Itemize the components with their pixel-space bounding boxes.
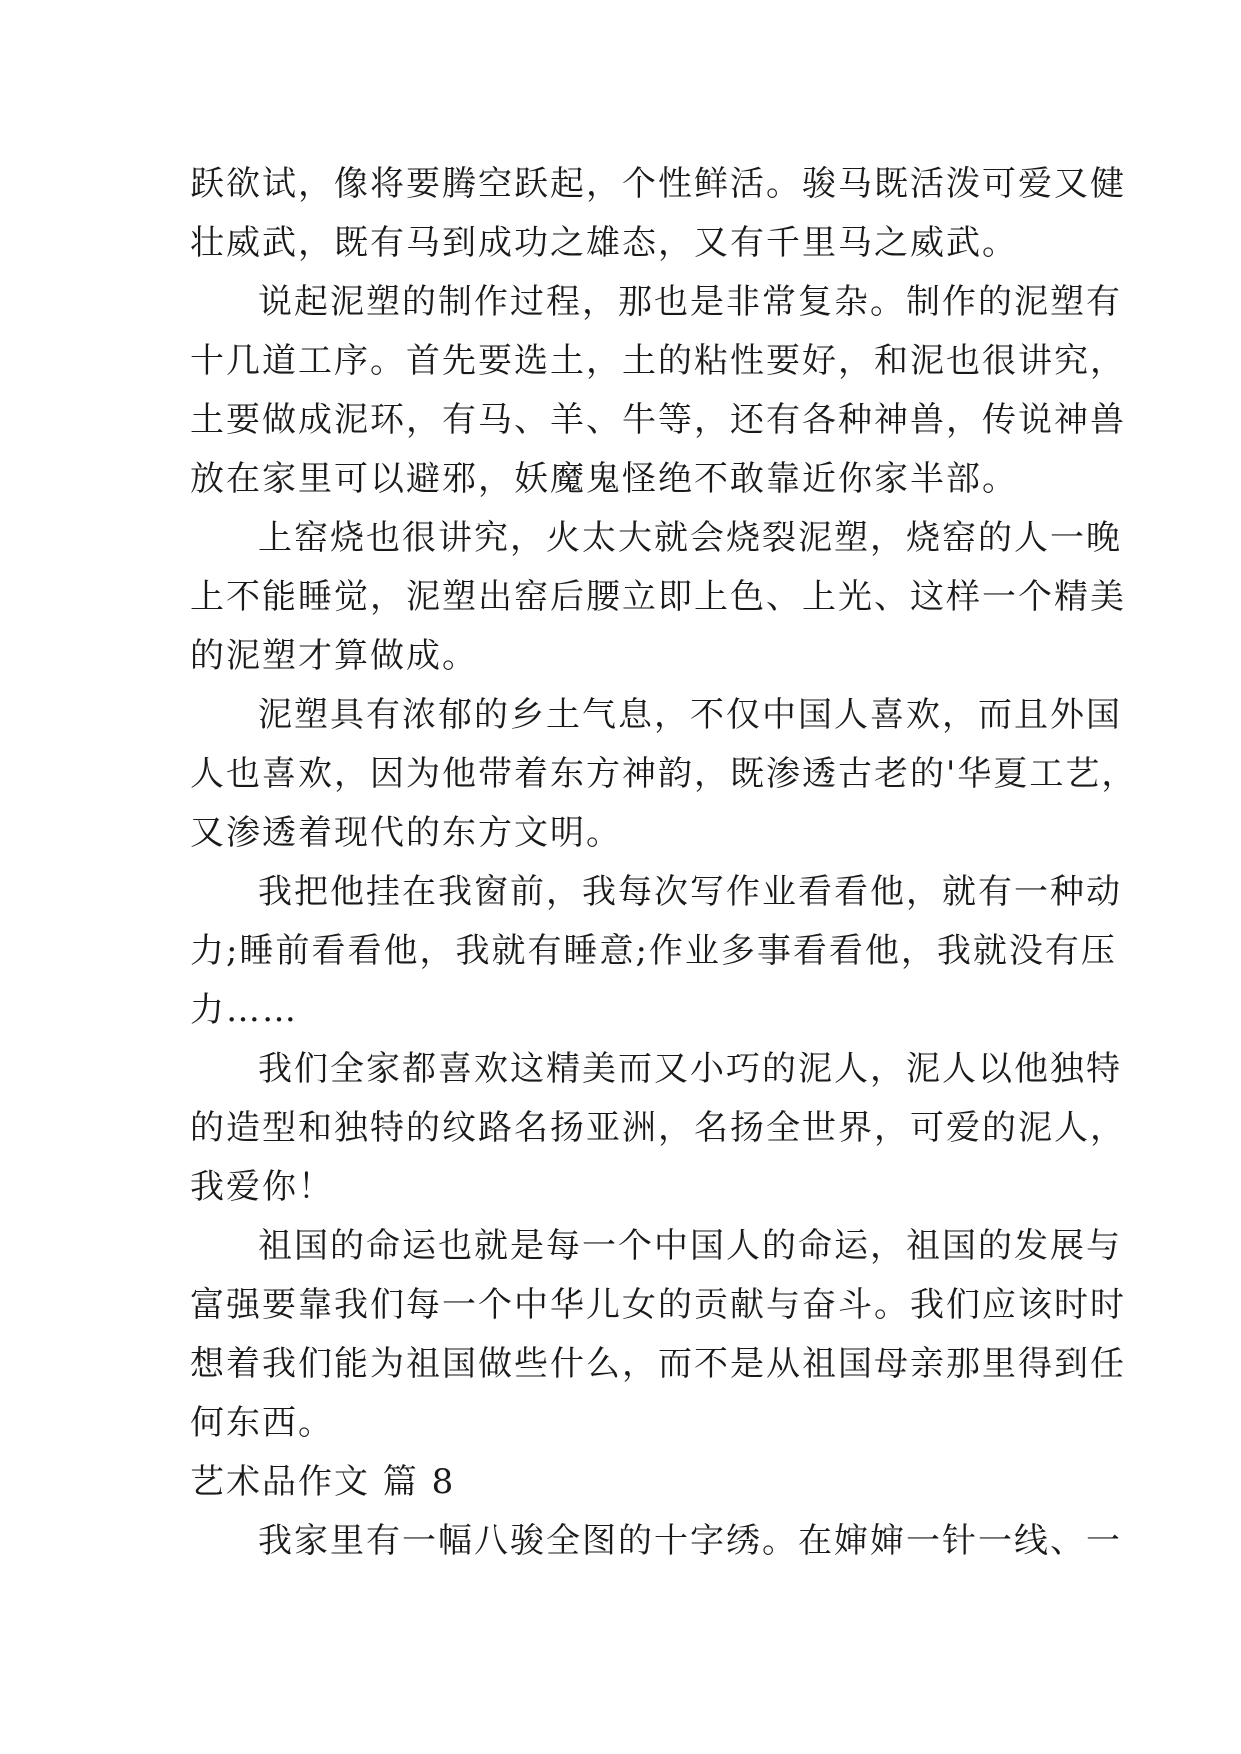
text-line: 说起泥塑的制作过程，那也是非常复杂。制作的泥塑有 — [258, 282, 1122, 322]
text-line: 土要做成泥环，有马、羊、牛等，还有各种神兽，传说神兽 — [190, 400, 1126, 440]
text-line: 又渗透着现代的东方文明。 — [190, 813, 622, 853]
text-line: 想着我们能为祖国做些什么，而不是从祖国母亲那里得到任 — [190, 1344, 1126, 1384]
text-line: 上不能睡觉，泥塑出窑后腰立即上色、上光、这样一个精美 — [190, 577, 1126, 617]
paragraph — [190, 1217, 1126, 1453]
paragraph — [190, 1512, 1122, 1571]
paragraph — [190, 863, 1122, 1040]
document-body — [190, 155, 1138, 1571]
text-line: 放在家里可以避邪，妖魔鬼怪绝不敢靠近你家半部。 — [190, 459, 1018, 499]
paragraph — [190, 686, 1138, 863]
text-line: 跃欲试，像将要腾空跃起，个性鲜活。骏马既活泼可爱又健 — [190, 164, 1126, 204]
text-line: 力…… — [190, 990, 298, 1030]
text-line: 的泥塑才算做成。 — [190, 636, 478, 676]
text-line: 泥塑具有浓郁的乡土气息，不仅中国人喜欢，而且外国 — [258, 695, 1122, 735]
paragraph — [190, 1040, 1126, 1217]
text-line: 富强要靠我们每一个中华儿女的贡献与奋斗。我们应该时时 — [190, 1285, 1126, 1325]
text-line: 我把他挂在我窗前，我每次写作业看看他，就有一种动 — [258, 872, 1122, 912]
text-line: 力;睡前看看他，我就有睡意;作业多事看看他，我就没有压 — [190, 931, 1117, 971]
text-line: 祖国的命运也就是每一个中国人的命运，祖国的发展与 — [258, 1226, 1122, 1266]
text-line: 我家里有一幅八骏全图的十字绣。在婶婶一针一线、一 — [258, 1521, 1122, 1561]
text-line: 人也喜欢，因为他带着东方神韵，既渗透古老的'华夏工艺， — [190, 754, 1138, 794]
text-line: 十几道工序。首先要选土，土的粘性要好，和泥也很讲究， — [190, 341, 1126, 381]
paragraph — [190, 509, 1126, 686]
text-line: 壮威武，既有马到成功之雄态，又有千里马之威武。 — [190, 223, 1018, 263]
text-line: 的造型和独特的纹路名扬亚洲，名扬全世界，可爱的泥人， — [190, 1108, 1126, 1148]
paragraph — [190, 155, 1126, 273]
text-line: 我们全家都喜欢这精美而又小巧的泥人，泥人以他独特 — [258, 1049, 1122, 1089]
text-line: 上窑烧也很讲究，火太大就会烧裂泥塑，烧窑的人一晚 — [258, 518, 1122, 558]
text-line: 我爱你！ — [190, 1167, 334, 1207]
text-line: 何东西。 — [190, 1403, 334, 1443]
section-heading: 艺术品作文 篇 8 — [190, 1462, 456, 1502]
paragraph — [190, 273, 1126, 509]
